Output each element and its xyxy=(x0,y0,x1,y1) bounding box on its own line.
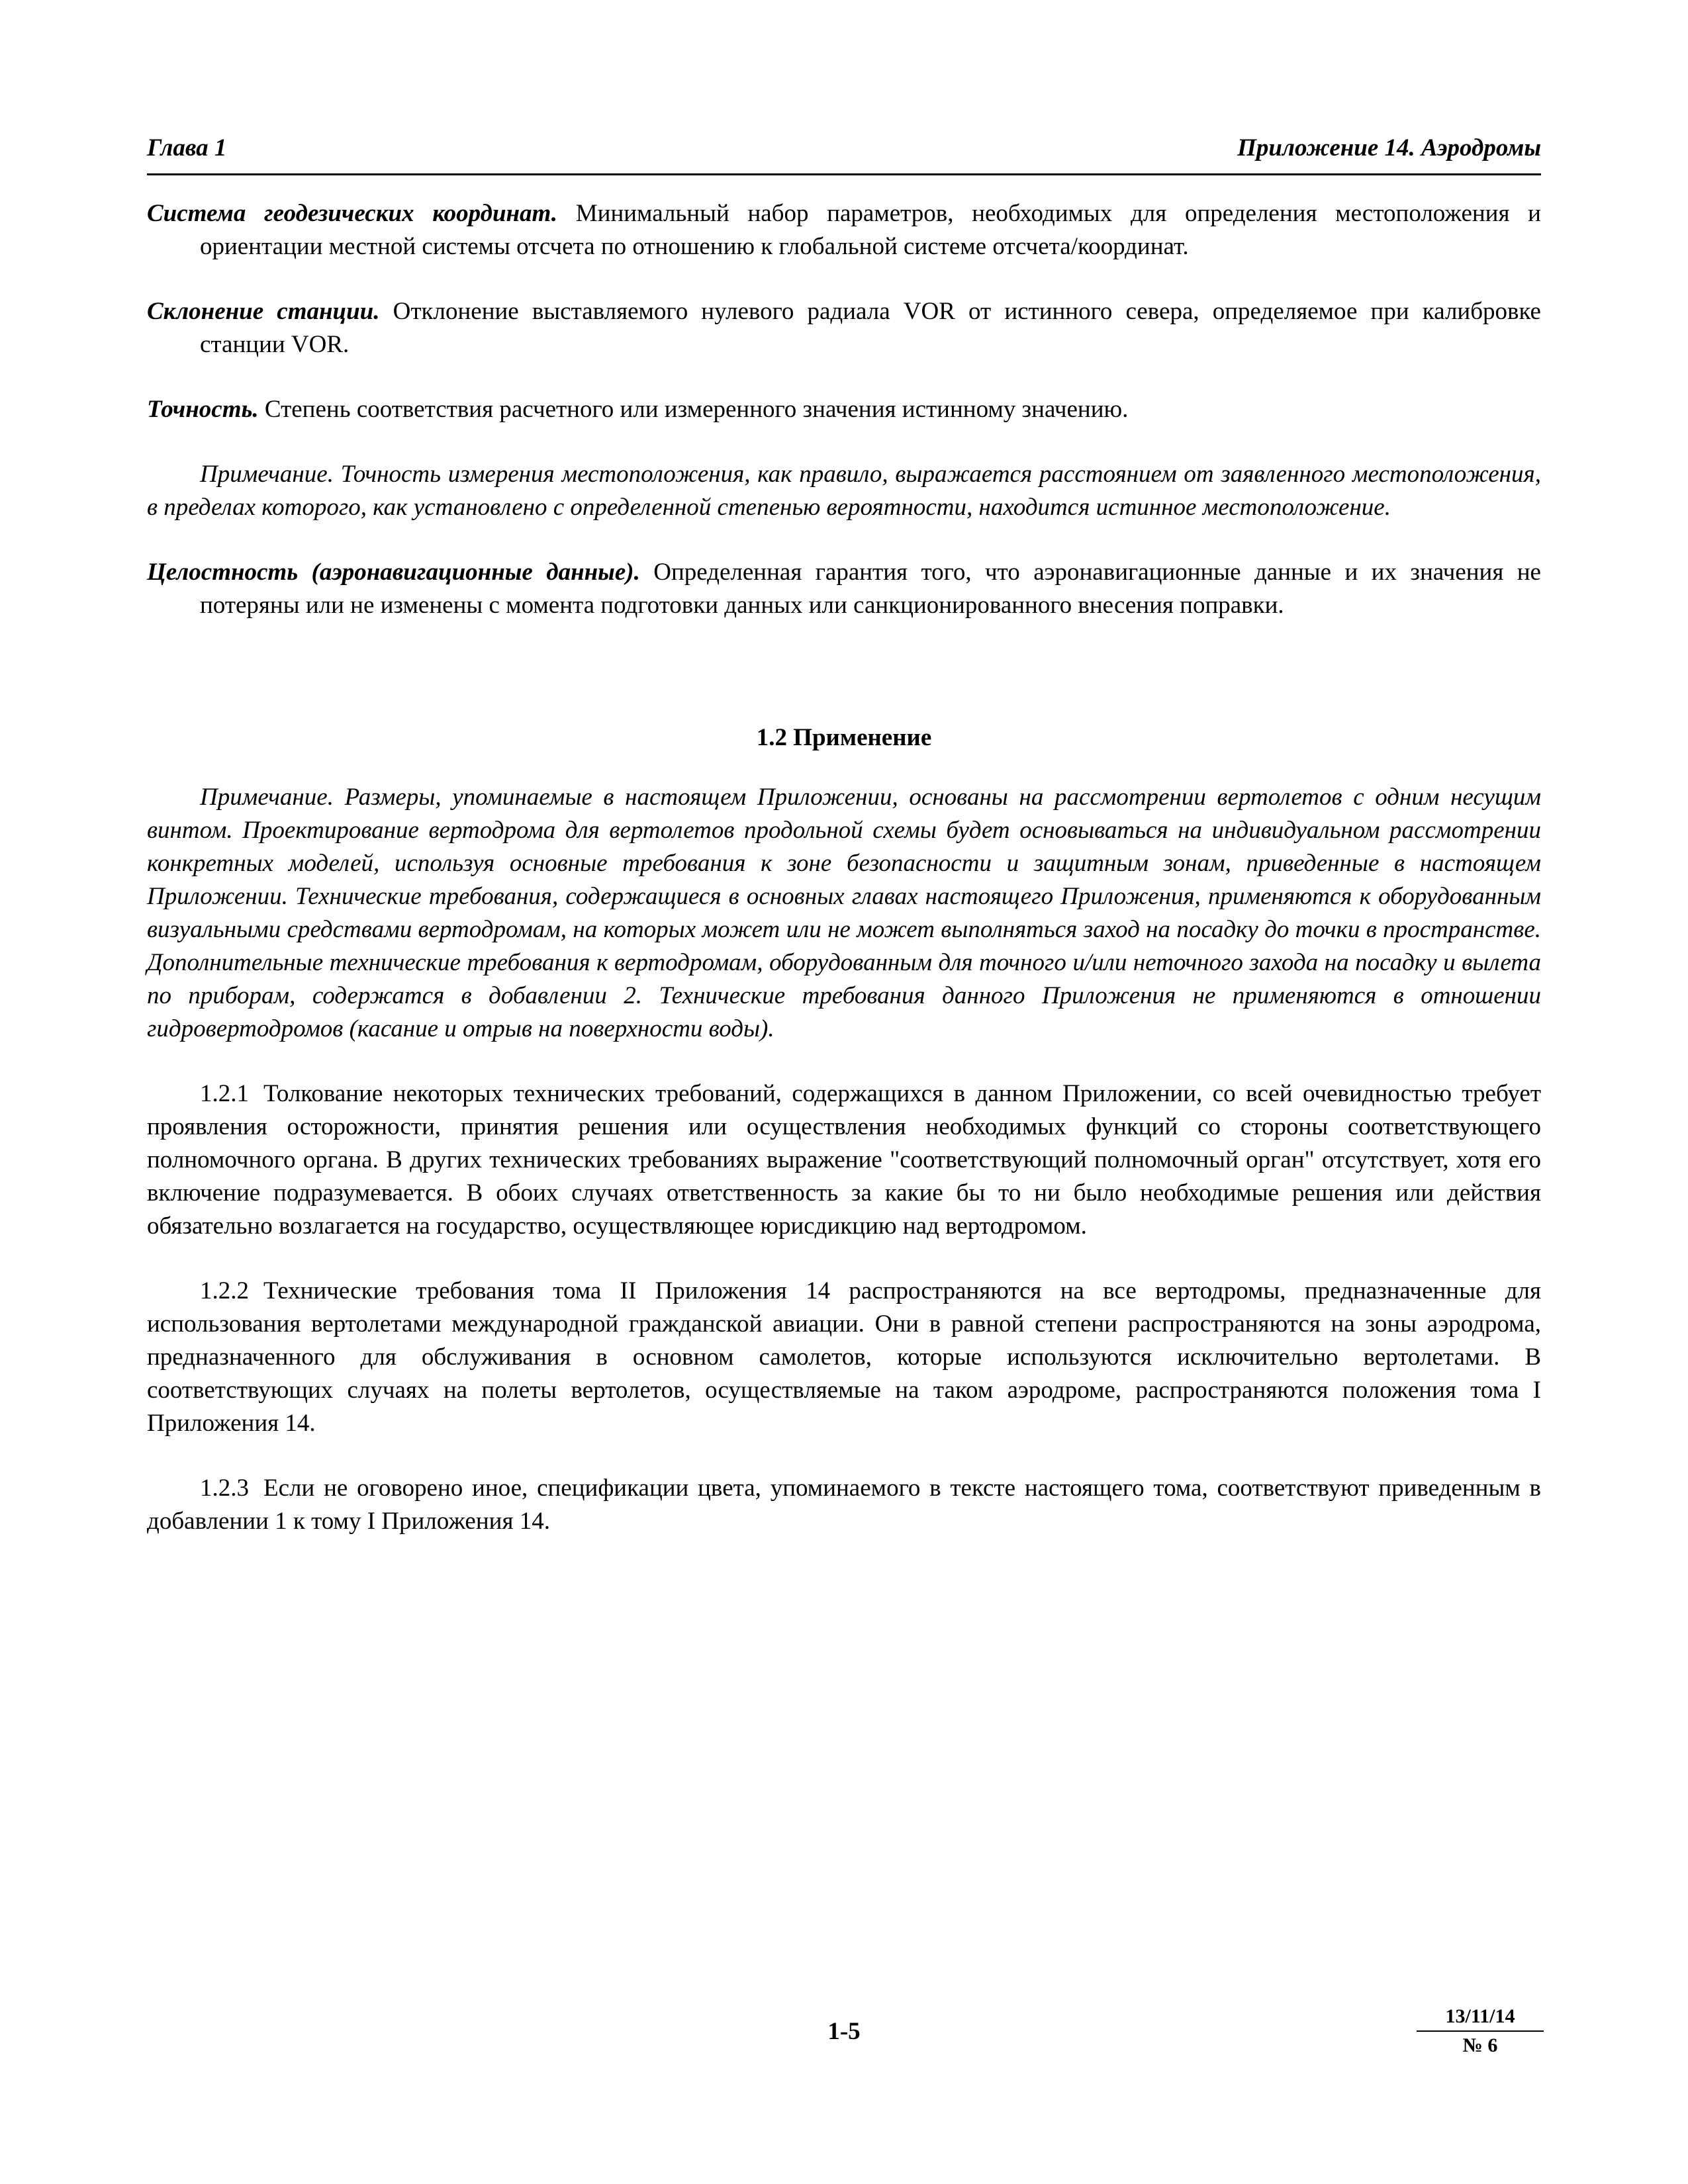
paragraph-number: 1.2.1 xyxy=(200,1080,249,1107)
paragraph-text: Технические требования тома II Приложения 14 распространяются на все вертодромы, предназначенные для использования вертолетами международной гражданской авиации. Они в равной степени распространяются на зоны аэродрома, предназначенного для обслуживания в основном самолетов, которые используются исключительно вертолетами. В соответствующих случаях на полеты вертолетов, осуществляемые на таком аэродроме, распространяются положения тома I Приложения 14. xyxy=(147,1277,1541,1437)
definition-term: Целостность (аэронавигационные данные). xyxy=(147,559,640,586)
page-number: 1-5 xyxy=(827,2018,861,2045)
definition-accuracy xyxy=(147,393,1541,426)
paragraph-number: 1.2.2 xyxy=(200,1277,249,1304)
paragraph-text: Толкование некоторых технических требований, содержащихся в данном Приложении, со всей очевидностью требует проявления осторожности, принятия решения или осуществления необходимых функций со стороны соответствующего полномочного органа. В других технических требованиях выражение "соответствующий полномочный орган" отсутствует, хотя его включение подразумевается. В обоих случаях ответственность за какие бы то ни было необходимые решения или действия обязательно возлагается на государство, осуществляющее юрисдикцию над вертодромом. xyxy=(147,1080,1541,1240)
definition-term: Точность. xyxy=(147,396,259,423)
amendment-date: 13/11/14 xyxy=(1417,2005,1544,2032)
running-header xyxy=(147,130,1541,175)
header-annex-title: Приложение 14. Аэродромы xyxy=(1237,134,1541,161)
paragraph-number: 1.2.3 xyxy=(200,1475,249,1502)
section-note: Примечание. Размеры, упоминаемые в настоящем Приложении, основаны на рассмотрении вертолетов с одним несущим винтом. Проектирование вертодрома для вертолетов продольной схемы будет основываться на индивидуальном рассмотрении конкретных моделей, используя основные требования к зоне безопасности и защитным зонам, приведенные в настоящем Приложении. Технические требования, содержащиеся в основных главах настоящего Приложения, применяются к оборудованным визуальными средствами вертодромам, на которых может или не может выполняться заход на посадку до точки в пространстве. Дополнительные технические требования к вертодромам, оборудованным для точного и/или неточного захода на посадку и вылета по приборам, содержатся в добавлении 2. Технические требования данного Приложения не применяются в отношении гидровертодромов (касание и отрыв на поверхности воды). xyxy=(147,784,1541,1042)
definition-text: Отклонение выставляемого нулевого радиала VOR от истинного севера, определяемое при калибровке станции VOR. xyxy=(200,298,1541,358)
paragraph-1-2-3 xyxy=(147,1472,1541,1538)
definition-integrity xyxy=(147,556,1541,622)
paragraph-1-2-2 xyxy=(147,1275,1541,1440)
definition-text: Минимальный набор параметров, необходимых для определения местоположения и ориентации местной системы отсчета по отношению к глобальной системе отсчета/координат. xyxy=(200,200,1541,260)
definition-text: Определенная гарантия того, что аэронавигационные данные и их значения не потеряны или не изменены с момента подготовки данных или санкционированного внесения поправки. xyxy=(200,559,1541,619)
page-body xyxy=(147,197,1541,1570)
definition-text: Степень соответствия расчетного или измеренного значения истинному значению. xyxy=(258,396,1129,423)
definition-station-declination xyxy=(147,295,1541,361)
definition-term: Система геодезических координат. xyxy=(147,200,558,227)
note-accuracy: Примечание. Точность измерения местоположения, как правило, выражается расстоянием от заявленного местоположения, в пределах которого, как установлено с определенной степенью вероятности, находится истинное местоположение. xyxy=(147,461,1541,521)
section-title: 1.2 Применение xyxy=(756,724,932,751)
header-chapter: Глава 1 xyxy=(147,134,227,161)
paragraph-text: Если не оговорено иное, спецификации цвета, упоминаемого в тексте настоящего тома, соответствуют приведенным в добавлении 1 к тому I Приложения 14. xyxy=(147,1475,1541,1535)
amendment-number: № 6 xyxy=(1462,2034,1498,2056)
definition-geodetic-datum xyxy=(147,197,1541,263)
paragraph-1-2-1 xyxy=(147,1077,1541,1243)
amendment-stamp xyxy=(1417,2005,1544,2057)
definition-term: Склонение станции. xyxy=(147,298,380,325)
